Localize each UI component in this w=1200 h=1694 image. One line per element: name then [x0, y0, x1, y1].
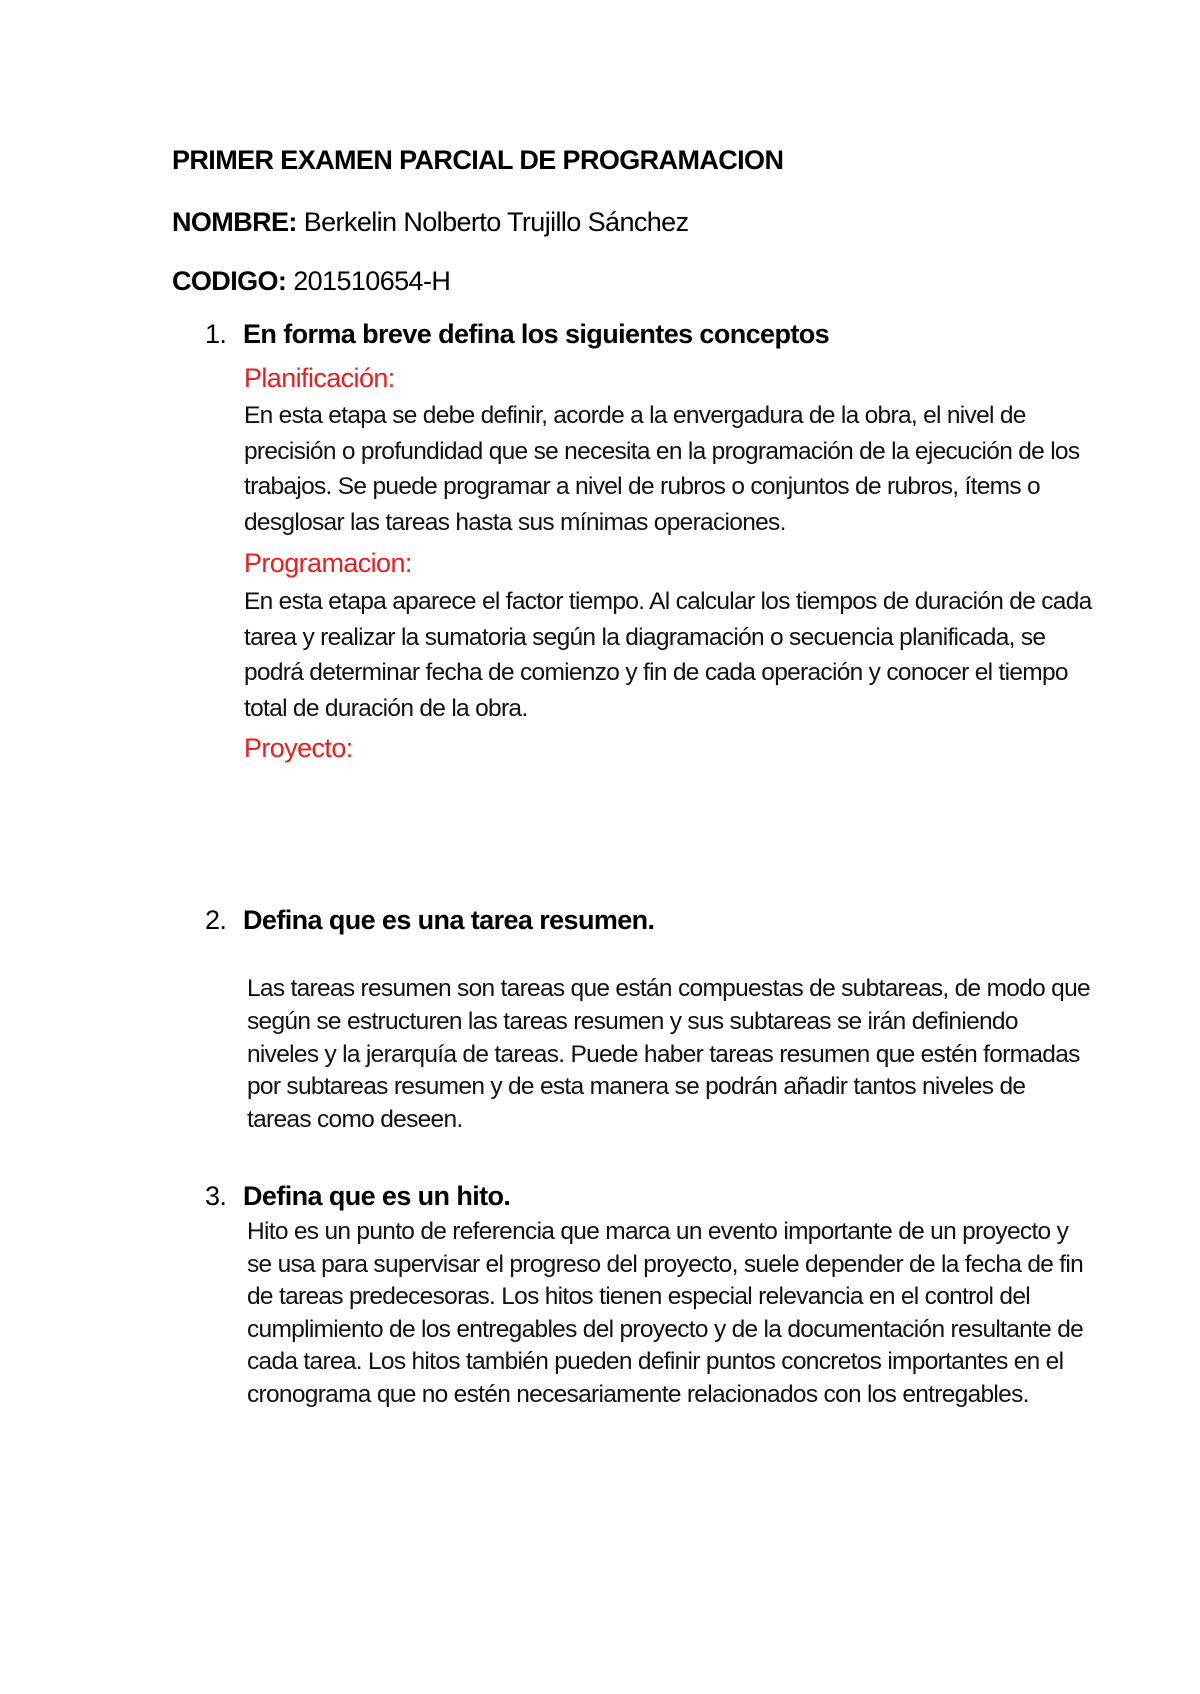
question-3-heading [205, 1179, 510, 1213]
name-value: Berkelin Nolberto Trujillo Sánchez [303, 207, 689, 237]
answer-hito [247, 1216, 1127, 1411]
paragraph-line: se usa para supervisar el progreso del proyecto, suele depender de la fecha de fin [247, 1250, 1084, 1278]
question-1-heading [205, 317, 829, 351]
code-value: 201510654-H [293, 266, 451, 296]
paragraph-line: niveles y la jerarquía de tareas. Puede haber tareas resumen que estén formadas [247, 1040, 1080, 1068]
concept-term-programacion: Programacion: [244, 548, 412, 578]
answer-tarea-resumen [247, 973, 1127, 1137]
code-label: CODIGO: [172, 266, 287, 296]
concept-definition-programacion [244, 584, 1124, 726]
concept-definition-planificacion [244, 398, 1124, 540]
paragraph-line: En esta etapa se debe definir, acorde a la envergadura de la obra, el nivel de [244, 402, 1026, 429]
name-label: NOMBRE: [172, 207, 297, 237]
question-number: 1. [205, 319, 227, 349]
paragraph-line: Hito es un punto de referencia que marca un evento importante de un proyecto y [247, 1218, 1069, 1245]
paragraph-line: precisión o profundidad que se necesita en la programación de la ejecución de los [244, 437, 1080, 465]
paragraph-line: por subtareas resumen y de esta manera se podrán añadir tantos niveles de [247, 1073, 1026, 1101]
question-text: Defina que es una tarea resumen. [243, 905, 655, 935]
student-name-row [172, 205, 689, 239]
question-2-heading [205, 903, 654, 937]
question-number: 2. [205, 905, 227, 935]
paragraph-line: trabajos. Se puede programar a nivel de rubros o conjuntos de rubros, ítems o [244, 473, 1040, 500]
paragraph-line: desglosar las tareas hasta sus mínimas operaciones. [244, 508, 786, 536]
paragraph-line: total de duración de la obra. [244, 694, 528, 722]
student-code-row [172, 264, 450, 298]
paragraph-line: cada tarea. Los hitos también pueden definir puntos concretos importantes en el [247, 1348, 1064, 1375]
concept-term-proyecto: Proyecto: [244, 733, 353, 763]
paragraph-line: tarea y realizar la sumatoria según la diagramación o secuencia planificada, se [244, 623, 1046, 651]
paragraph-line: tareas como deseen. [247, 1106, 463, 1134]
paragraph-line: En esta etapa aparece el factor tiempo. Al calcular los tiempos de duración de cada [244, 588, 1092, 615]
paragraph-line: cumplimiento de los entregables del proyecto y de la documentación resultante de [247, 1315, 1084, 1343]
paragraph-line: podrá determinar fecha de comienzo y fin de cada operación y conocer el tiempo [244, 659, 1068, 686]
paragraph-line: de tareas predecesoras. Los hitos tienen especial relevancia en el control del [247, 1283, 1030, 1310]
question-text: En forma breve defina los siguientes conceptos [243, 319, 830, 349]
paragraph-line: cronograma que no estén necesariamente relacionados con los entregables. [247, 1380, 1029, 1408]
question-number: 3. [205, 1181, 227, 1211]
paragraph-line: Las tareas resumen son tareas que están compuestas de subtareas, de modo que [247, 975, 1090, 1002]
document-title: PRIMER EXAMEN PARCIAL DE PROGRAMACION [172, 145, 784, 175]
question-text: Defina que es un hito. [243, 1181, 511, 1211]
paragraph-line: según se estructuren las tareas resumen y sus subtareas se irán definiendo [247, 1007, 1018, 1035]
concept-term-planificacion: Planificación: [244, 363, 395, 393]
